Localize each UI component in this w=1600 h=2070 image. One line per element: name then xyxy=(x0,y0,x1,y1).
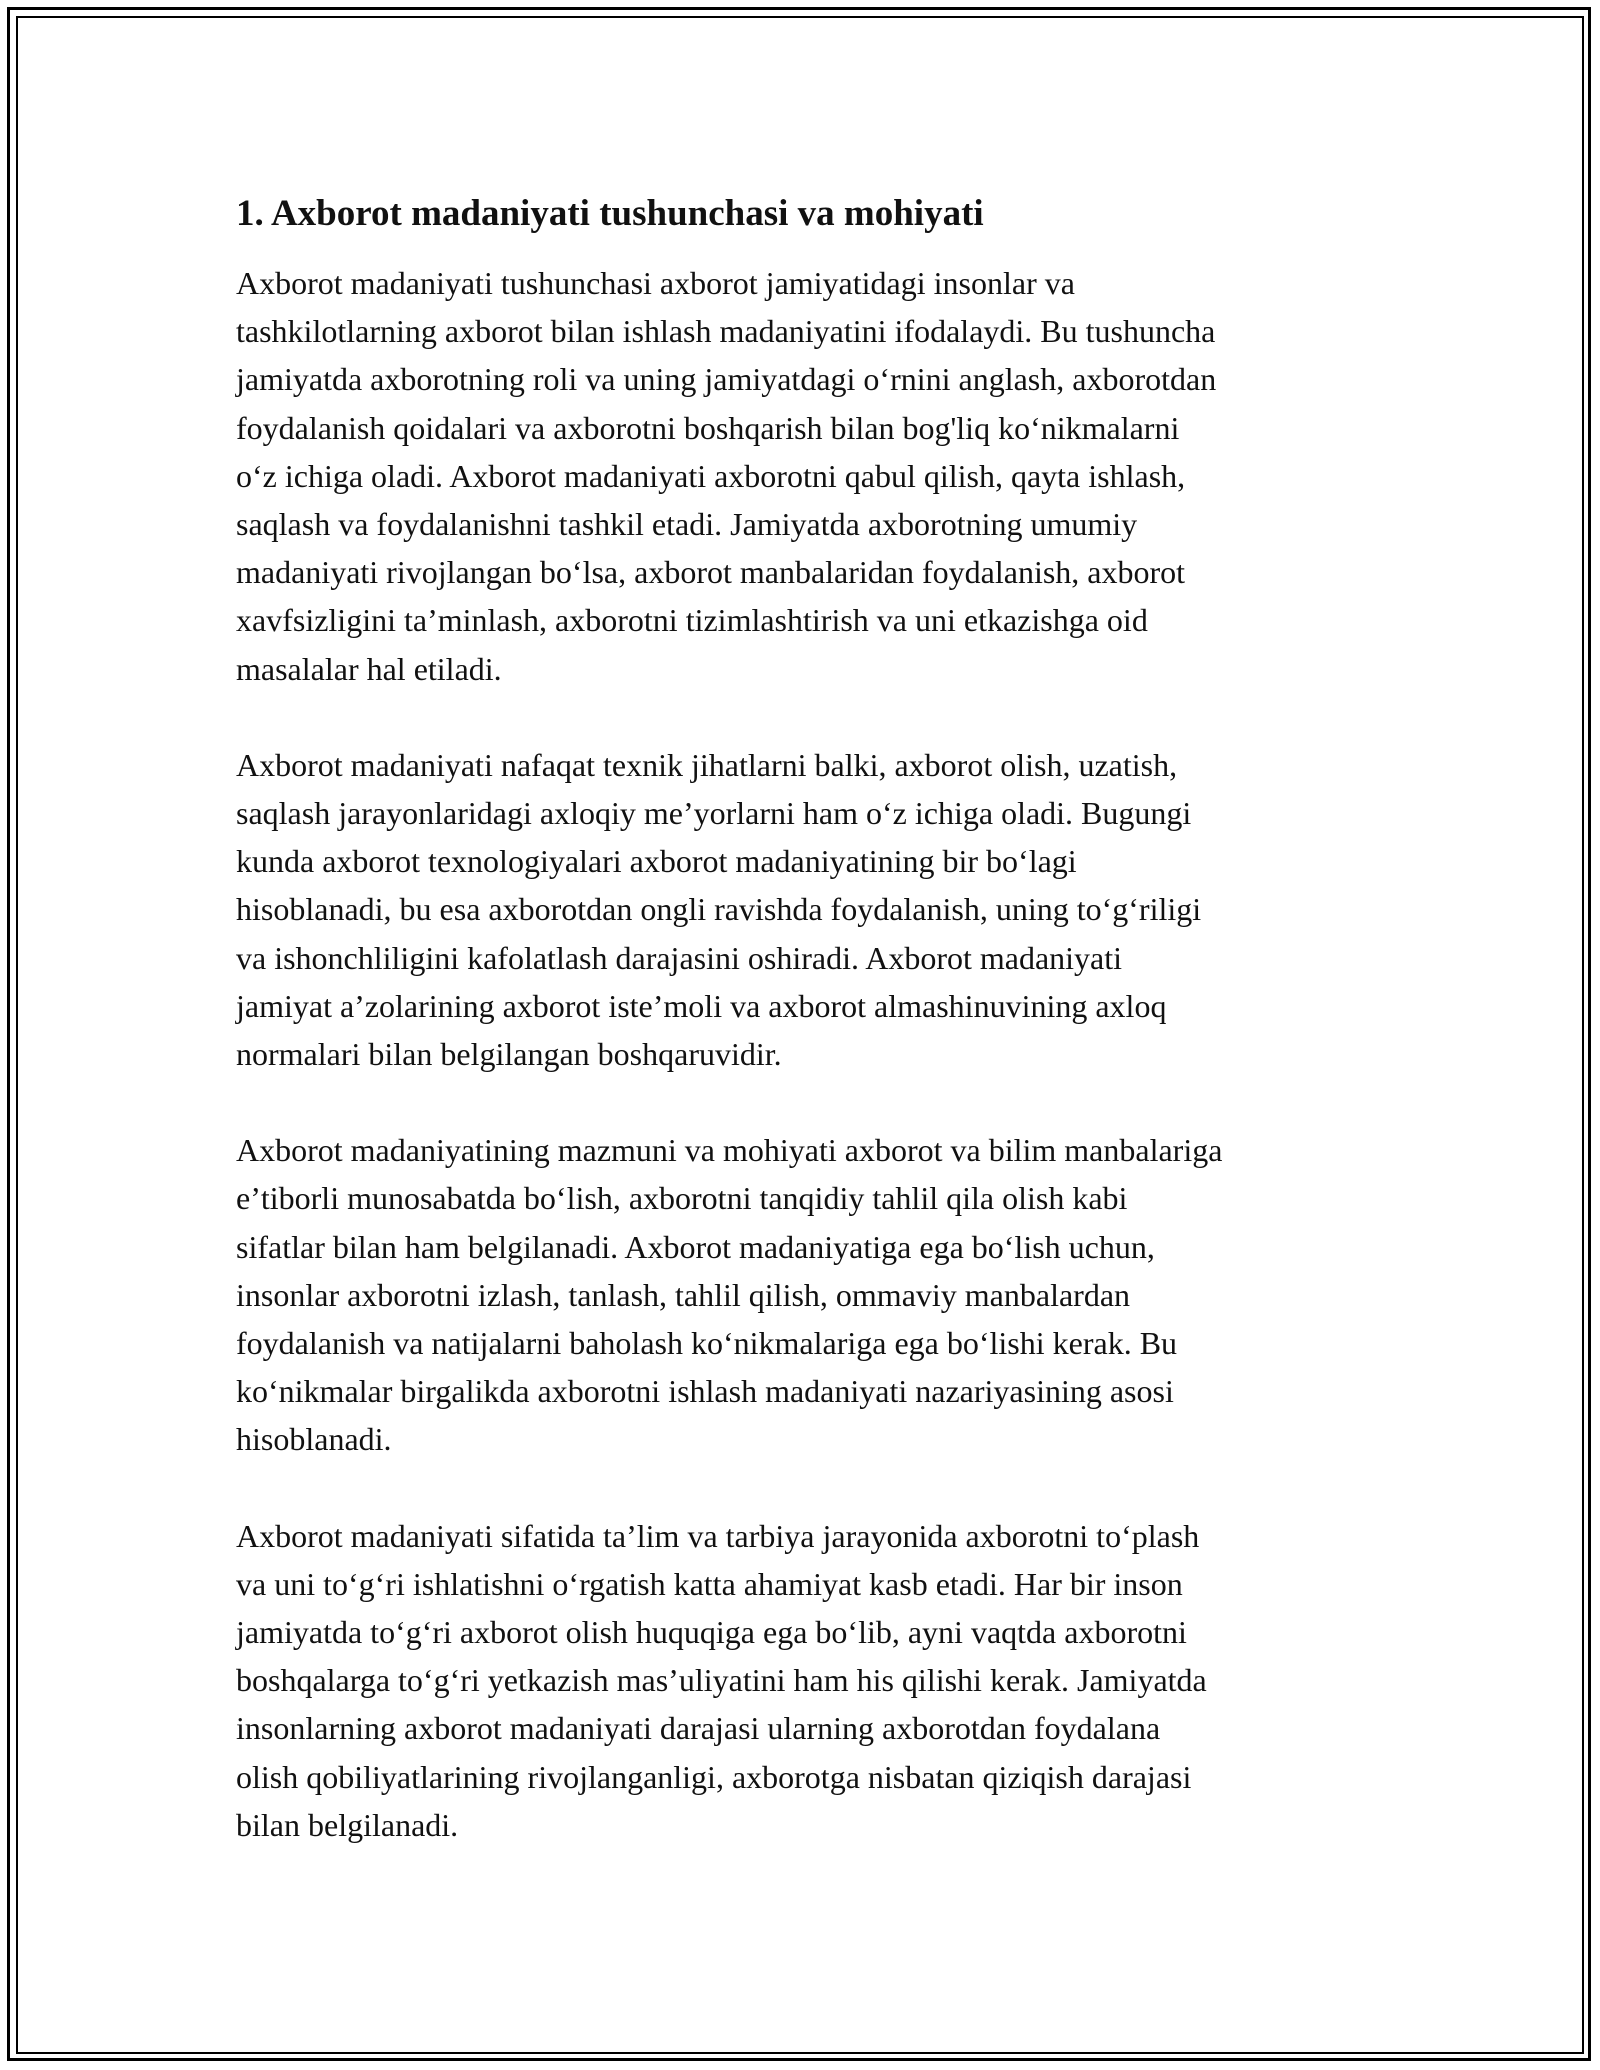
text-line: Axborot madaniyatining mazmuni va mohiyati axborot va bilim manbalariga xyxy=(236,1132,1223,1169)
text-line: Axborot madaniyati tushunchasi axborot jamiyatidagi insonlar va xyxy=(236,265,1075,301)
text-line: bilan belgilanadi. xyxy=(236,1806,459,1843)
text-line: foydalanish va natijalarni baholash koʻnikmalariga ega boʻlishi kerak. Bu xyxy=(236,1325,1178,1362)
text-line: saqlash va foydalanishni tashkil etadi. Jamiyatda axborotning umumiy xyxy=(236,506,1138,543)
text-line: insonlar axborotni izlash, tanlash, tahlil qilish, ommaviy manbalardan xyxy=(236,1276,1131,1313)
paragraph-4 xyxy=(236,1512,1396,1849)
section-heading: 1. Axborot madaniyati tushunchasi va mohiyati xyxy=(236,193,984,234)
text-line: tashkilotlarning axborot bilan ishlash madaniyatini ifodalaydi. Bu tushuncha xyxy=(236,313,1216,350)
text-line: sifatlar bilan ham belgilanadi. Axborot madaniyatiga ega boʻlish uchun, xyxy=(236,1228,1155,1265)
text-line: jamiyatda toʻgʻri axborot olish huquqiga ega boʻlib, ayni vaqtda axborotni xyxy=(236,1614,1187,1651)
text-line: kunda axborot texnologiyalari axborot madaniyatining bir boʻlagi xyxy=(236,843,1077,880)
text-line: Axborot madaniyati sifatida taʼlim va tarbiya jarayonida axborotni toʻplash xyxy=(236,1517,1200,1554)
text-line: boshqalarga toʻgʻri yetkazish masʼuliyatini ham his qilishi kerak. Jamiyatda xyxy=(236,1662,1207,1699)
text-line: jamiyatda axborotning roli va uning jamiyatdagi oʻrnini anglash, axborotdan xyxy=(236,361,1217,398)
text-line: saqlash jarayonlaridagi axloqiy meʼyorlarni ham oʻz ichiga oladi. Bugungi xyxy=(236,795,1192,832)
text-line: jamiyat aʼzolarining axborot isteʼmoli va axborot almashinuvining axloq xyxy=(236,987,1167,1024)
text-line: xavfsizligini taʼminlash, axborotni tizimlashtirish va uni etkazishga oid xyxy=(236,602,1148,639)
text-line: masalalar hal etiladi. xyxy=(236,650,502,687)
text-line: oʻz ichiga oladi. Axborot madaniyati axborotni qabul qilish, qayta ishlash, xyxy=(236,457,1186,494)
text-line: hisoblanadi. xyxy=(236,1421,392,1458)
text-line: koʻnikmalar birgalikda axborotni ishlash madaniyati nazariyasining asosi xyxy=(236,1373,1174,1410)
document-body xyxy=(236,190,1396,1849)
text-line: Axborot madaniyati nafaqat texnik jihatlarni balki, axborot olish, uzatish, xyxy=(236,746,1178,783)
text-line: foydalanish qoidalari va axborotni boshqarish bilan bog'liq koʻnikmalarni xyxy=(236,409,1180,446)
text-line: olish qobiliyatlarining rivojlanganligi, axborotga nisbatan qiziqish darajasi xyxy=(236,1758,1192,1795)
paragraph-1 xyxy=(236,259,1396,693)
paragraph-2 xyxy=(236,741,1396,1078)
text-line: insonlarning axborot madaniyati darajasi ularning axborotdan foydalana xyxy=(236,1710,1161,1747)
paragraph-3 xyxy=(236,1126,1396,1463)
text-line: va uni toʻgʻri ishlatishni oʻrgatish katta ahamiyat kasb etadi. Har bir inson xyxy=(236,1565,1183,1602)
text-line: madaniyati rivojlangan boʻlsa, axborot manbalaridan foydalanish, axborot xyxy=(236,554,1186,591)
text-line: eʼtiborli munosabatda boʻlish, axborotni tanqidiy tahlil qila olish kabi xyxy=(236,1180,1128,1217)
text-line: hisoblanadi, bu esa axborotdan ongli ravishda foydalanish, uning toʻgʻriligi xyxy=(236,891,1202,928)
text-line: normalari bilan belgilangan boshqaruvidir. xyxy=(236,1036,782,1073)
text-line: va ishonchliligini kafolatlash darajasini oshiradi. Axborot madaniyati xyxy=(236,939,1123,976)
